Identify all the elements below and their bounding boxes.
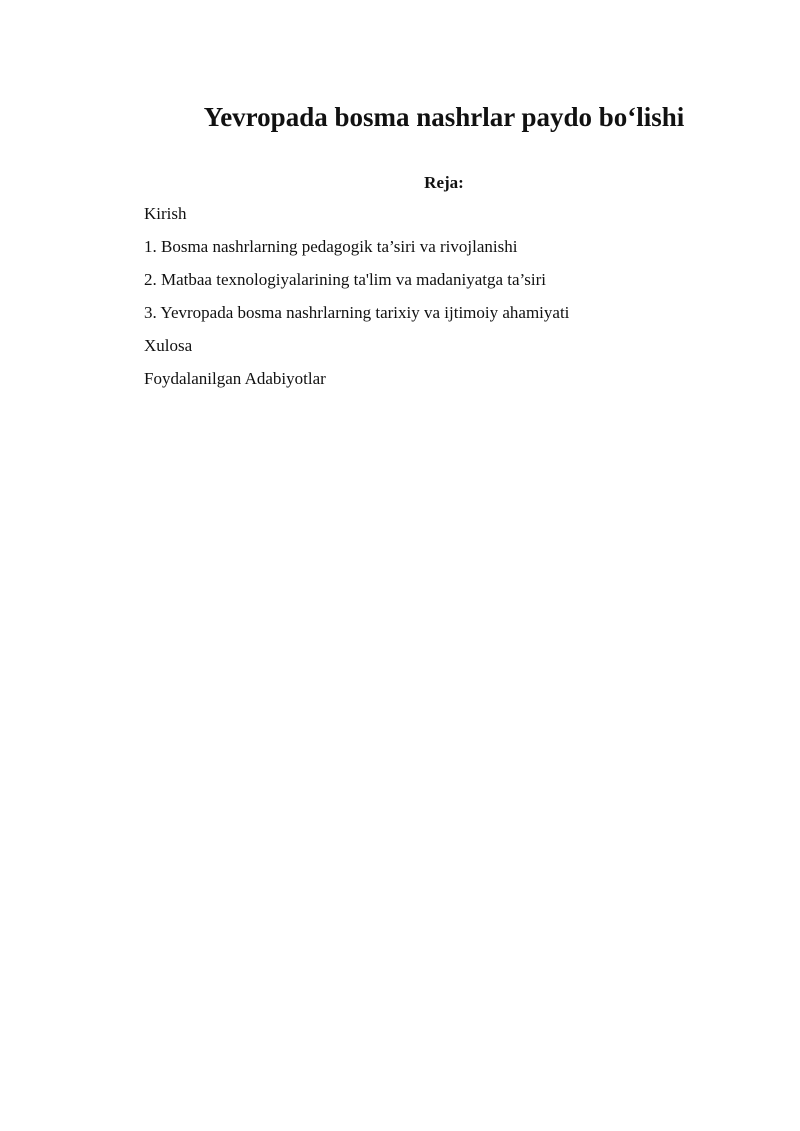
plan-item-3: 3. Yevropada bosma nashrlarning tarixiy va ijtimoiy ahamiyati [144,303,570,322]
plan-list [144,202,569,400]
plan-item-conclusion: Xulosa [144,336,193,355]
plan-item-2: 2. Matbaa texnologiyalarining ta'lim va madaniyatga ta’siri [144,270,546,289]
plan-item-references: Foydalanilgan Adabiyotlar [144,369,326,388]
document-title: Yevropada bosma nashrlar paydo bo‘lishi [203,102,685,132]
plan-item-introduction: Kirish [144,204,187,223]
plan-heading: Reja: [424,173,464,192]
plan-item-1: 1. Bosma nashrlarning pedagogik ta’siri va rivojlanishi [144,237,518,256]
